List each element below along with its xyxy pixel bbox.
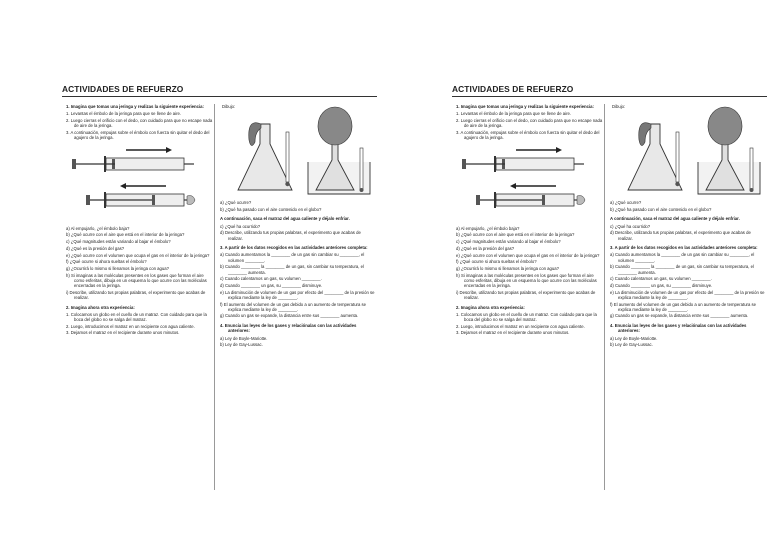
q1-step: 3. A continuación, empujas sobre el émbolo con fuerza sin quitar el dedo del agujero de la jeringa. (456, 129, 600, 141)
question-4-title: 4. Enuncia las leyes de los gases y relaciónalas con las actividades anteriores: (220, 323, 357, 334)
title-rule (62, 96, 377, 97)
q2-step: 1. Colocamos un globo en el cuello de un matraz. Con cuidado para que la boca del globo no se salga del matraz. (66, 311, 207, 323)
question-2-title: 2. Imagina ahora otra experiencia: (456, 304, 525, 310)
q4-item: a) Ley de Boyle-Mariotte. (610, 335, 658, 341)
syringe-figure (66, 142, 214, 226)
q4-item: b) Ley de Gay-Lussac. (610, 342, 653, 348)
page-title: ACTIVIDADES DE REFUERZO (452, 84, 574, 94)
right-column (610, 104, 765, 349)
right-column (220, 104, 375, 349)
q1-question: h) Si imaginas a las moléculas presentes en los gases que forman el aire como esferitas, dibuja en un esquema lo que ocurre con las moléculas encerradas en la jeringa. (456, 272, 597, 289)
q2-step: 3. Dejamos el matraz en el recipiente durante unos minutos. (66, 330, 180, 336)
q2-step: 1. Colocamos un globo en el cuello de un matraz. Con cuidado para que la boca del globo no se salga del matraz. (456, 311, 597, 323)
q1-question: h) Si imaginas a las moléculas presentes en los gases que forman el aire como esferitas, dibuja en un esquema lo que ocurre con las moléculas encerradas en la jeringa. (66, 272, 207, 289)
rc-question: c) ¿Qué ha ocurrido? (610, 223, 651, 229)
rc-question: b) ¿Qué ha pasado con el aire contenido en el globo? (610, 206, 712, 212)
q1-question: d) ¿Qué es la presión del gas? (66, 245, 125, 251)
q1-question: f) ¿Qué ocurre si ahora sueltas el émbolo? (66, 259, 147, 265)
q3-item: f) El aumento del volumen de un gas debido a un aumento de temperatura se explica mediante la ley de ________. (610, 301, 757, 312)
q1-question: e) ¿Qué ocurre con el volumen que ocupa el gas en el interior de la jeringa? (66, 252, 210, 258)
q1-question: b) ¿Qué ocurre con el aire que está en el interior de la jeringa? (456, 232, 575, 238)
continuation-instruction: A continuación, saca el matraz del agua caliente y déjalo enfriar. (610, 216, 740, 222)
flask-figure (610, 104, 765, 200)
worksheet-page-right (452, 0, 767, 543)
q1-question: e) ¿Qué ocurre con el volumen que ocupa el gas en el interior de la jeringa? (456, 252, 600, 258)
q3-item: b) Cuando ________ la ________ de un gas, sin cambiar su temperatura, el ________ aumenta. (220, 264, 364, 275)
q1-question: c) ¿Qué magnitudes están variando al bajar el émbolo? (456, 239, 561, 245)
q3-item: b) Cuando ________ la ________ de un gas, sin cambiar su temperatura, el ________ aumenta. (610, 264, 754, 275)
rc-question: c) ¿Qué ha ocurrido? (220, 223, 261, 229)
rc-question: d) Describe, utilizando tus propias palabras, el experimento que acabas de realizar. (610, 230, 751, 241)
rc-question: d) Describe, utilizando tus propias palabras, el experimento que acabas de realizar. (220, 230, 361, 241)
q1-question: c) ¿Qué magnitudes están variando al bajar el émbolo? (66, 239, 171, 245)
question-3-title: 3. A partir de los datos recogidos en las actividades anteriores completa: (610, 245, 758, 251)
q3-item: a) Cuando aumentamos la ________ de un gas sin cambiar su ________, el volumen ________. (220, 252, 365, 263)
drawing-label: Dibujo: (222, 104, 236, 109)
question-1-title: 1. Imagina que tomas una jeringa y realizas la siguiente experiencia: (66, 104, 204, 109)
column-divider (604, 104, 605, 490)
q3-item: c) Cuando calentamos un gas, su volumen ________. (610, 276, 712, 282)
rc-question: a) ¿Qué ocurre? (610, 200, 642, 205)
q1-question: b) ¿Qué ocurre con el aire que está en el interior de la jeringa? (66, 232, 185, 238)
q1-step: 1. Levantas el émbolo de la jeringa para que se llene de aire. (456, 111, 572, 117)
q1-question: g) ¿Ocurrirá lo mismo si llenamos la jeringa con agua? (66, 265, 169, 271)
syringe-push-illustration (86, 183, 195, 208)
q3-item: e) La disminución de volumen de un gas por efecto del ________ de la presión se explica mediante la ley de ________. (220, 289, 375, 300)
q1-step: 2. Luego cierras el orificio con el dedo, con cuidado para que no escape nada de aire de la jeringa. (456, 117, 603, 129)
q3-item: d) Cuando ________ un gas, su ________ disminuye. (220, 282, 323, 288)
q1-question: d) ¿Qué es la presión del gas? (456, 245, 515, 251)
syringe-pull-illustration (72, 147, 194, 172)
q1-step: 2. Luego cierras el orificio con el dedo, con cuidado para que no escape nada de aire de la jeringa. (66, 117, 213, 129)
q1-question: g) ¿Ocurrirá lo mismo si llenamos la jeringa con agua? (456, 265, 559, 271)
title-rule (452, 96, 767, 97)
q3-item: f) El aumento del volumen de un gas debido a un aumento de temperatura se explica mediante la ley de ________. (220, 301, 367, 312)
q1-step: 1. Levantas el émbolo de la jeringa para que se llene de aire. (66, 111, 182, 117)
q1-question: a) Al empujarlo, ¿el émbolo baja? (66, 225, 130, 231)
flask-balloon-illustration (628, 107, 760, 194)
q2-step: 3. Dejamos el matraz en el recipiente durante unos minutos. (456, 330, 570, 336)
rc-question: a) ¿Qué ocurre? (220, 200, 252, 205)
q3-item: g) Cuando un gas se expande, la distancia entre sus ________ aumenta. (220, 313, 359, 319)
q3-item: a) Cuando aumentamos la ________ de un gas sin cambiar su ________, el volumen ________. (610, 252, 755, 263)
q1-step: 3. A continuación, empujas sobre el émbolo con fuerza sin quitar el dedo del agujero de la jeringa. (66, 129, 210, 141)
q2-step: 2. Luego, introducimos el matraz en un recipiente con agua caliente. (456, 323, 585, 329)
q1-question: i) Describe, utilizando tus propias palabras, el experimento que acabas de realizar. (456, 289, 596, 300)
syringe-push-illustration (476, 183, 585, 208)
worksheet-page-left (62, 0, 377, 543)
page-title: ACTIVIDADES DE REFUERZO (62, 84, 184, 94)
syringe-pull-illustration (462, 147, 584, 172)
drawing-label: Dibujo: (612, 104, 626, 109)
question-1-title: 1. Imagina que tomas una jeringa y realizas la siguiente experiencia: (456, 104, 594, 109)
question-3-title: 3. A partir de los datos recogidos en las actividades anteriores completa: (220, 245, 368, 251)
q1-question: a) Al empujarlo, ¿el émbolo baja? (456, 225, 520, 231)
rc-question: b) ¿Qué ha pasado con el aire contenido en el globo? (220, 206, 322, 212)
left-column (66, 104, 214, 337)
q1-question: f) ¿Qué ocurre si ahora sueltas el émbolo? (456, 259, 537, 265)
q3-item: g) Cuando un gas se expande, la distancia entre sus ________ aumenta. (610, 313, 749, 319)
q3-item: e) La disminución de volumen de un gas por efecto del ________ de la presión se explica mediante la ley de ________. (610, 289, 765, 300)
continuation-instruction: A continuación, saca el matraz del agua caliente y déjalo enfriar. (220, 216, 350, 222)
left-column (456, 104, 604, 337)
q4-item: b) Ley de Gay-Lussac. (220, 342, 263, 348)
q3-item: d) Cuando ________ un gas, su ________ disminuye. (610, 282, 713, 288)
flask-figure (220, 104, 375, 200)
question-4-title: 4. Enuncia las leyes de los gases y relaciónalas con las actividades anteriores: (610, 323, 747, 334)
syringe-figure (456, 142, 604, 226)
q3-item: c) Cuando calentamos un gas, su volumen ________. (220, 276, 322, 282)
question-2-title: 2. Imagina ahora otra experiencia: (66, 304, 135, 310)
q1-question: i) Describe, utilizando tus propias palabras, el experimento que acabas de realizar. (66, 289, 206, 300)
q4-item: a) Ley de Boyle-Mariotte. (220, 335, 268, 341)
q2-step: 2. Luego, introducimos el matraz en un recipiente con agua caliente. (66, 323, 195, 329)
flask-balloon-illustration (238, 107, 370, 194)
column-divider (214, 104, 215, 490)
